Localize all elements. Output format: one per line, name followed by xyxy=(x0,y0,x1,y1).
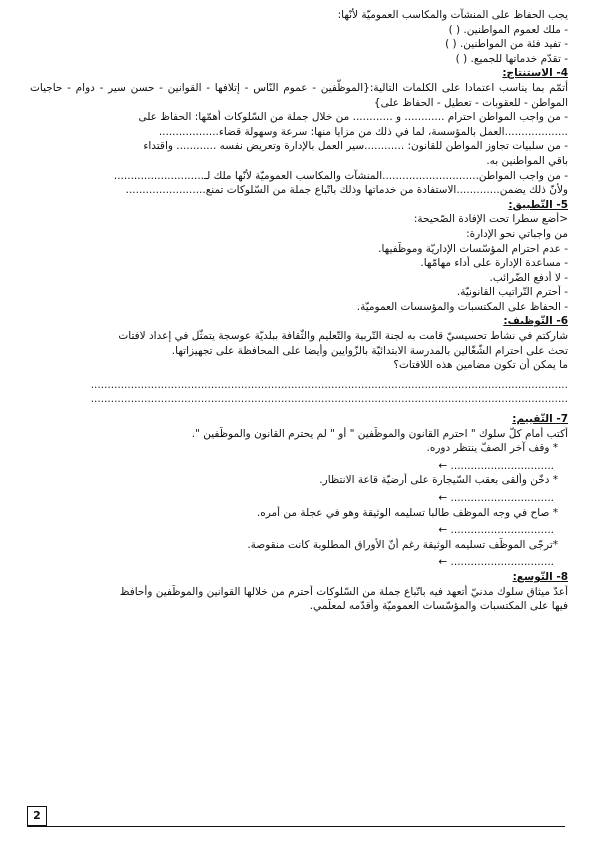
section-4-line: ولأنّ ذلك يضمن.............الاستفادة من خدماتها وذلك باتّباع جملة من السّلوكات تمنع........................ xyxy=(125,184,568,197)
section-8-line: فيها على المكتسبات والمؤسّسات العموميّة وأقدّمه لمعلّمي. xyxy=(309,600,568,613)
intro-question: يجب الحفاظ على المنشآت والمكاسب العموميّة لأنّها: xyxy=(337,9,568,21)
section-6-line: ما يمكن أن تكون مضامين هذه اللافتات؟ xyxy=(393,359,568,372)
behavior-answer[interactable]: ............................... ← xyxy=(438,459,554,472)
section-5-item: - عدم احترام المؤسّسات الإداريّة وموظّفيها. xyxy=(378,242,568,255)
section-7-instruction: أكتب أمام كلّ سلوك " احترم القانون والموظّفين " أو " لم يحترم القانون والموظّفين ". xyxy=(191,427,568,440)
section-5-subheading: من واجباتي نحو الإدارة: xyxy=(466,227,568,240)
behavior-answer[interactable]: ............................... ← xyxy=(438,556,554,569)
section-5-item: - مساعدة الإدارة على أداء مهامّها. xyxy=(420,257,568,270)
section-5-item: - أحترم التّراتيب القانونيّة. xyxy=(456,286,568,299)
intro-option: - تفيد فئة من المواطنين. ( ) xyxy=(445,38,568,51)
intro-option: - تقدّم خدماتها للجميع. ( ) xyxy=(455,52,568,65)
section-6-line: تحث على احترام الشّغّالين بالمدرسة الابتدائيّة بالزّوايين وأيضا على المحافظة على تجهيزاتها. xyxy=(171,344,568,357)
behavior-answer[interactable]: ............................... ← xyxy=(438,492,554,504)
section-4-instruction: أتمّم بما يناسب اعتمادا على الكلمات التالية:{الموظّفين - عموم النّاس - إتلافها - القوانين - حسن سير - دوام - حاجيات المواطن - للعقوبات - تعطيل - الحفاظ على} xyxy=(30,81,568,109)
section-8-heading: 8- التّوسع: xyxy=(512,570,568,583)
behavior-item: *ترجّى الموظّف تسليمه الوثيقة رغم أنّ الأوراق المطلوبة كانت منقوصة. xyxy=(247,538,558,551)
behavior-item: * صاح في وجه الموظف طالبا تسليمه الوثيقة وهو في عجلة من أمره. xyxy=(256,506,558,519)
section-4-line: ...................العمل بالمؤسسة، لما في ذلك من مزايا منها: سرعة وسهولة قضاء.................. xyxy=(158,125,568,138)
answer-dots[interactable]: ............................................................................................................................................... xyxy=(90,378,568,391)
behavior-item: * دخّن وألقى بعقب السّيجارة على أرضيّة قاعة الانتظار. xyxy=(319,474,558,487)
answer-dots[interactable]: ............................................................................................................................................... xyxy=(90,393,568,406)
footer-rule xyxy=(27,826,565,827)
section-5-heading: 5- التّطبيق: xyxy=(508,198,568,211)
section-6-line: شاركتم في نشاط تحسيسيّ قامت به لجنة التّربية والتّعليم والثّقافة ببلديّة عوسجة يتمثّل في إعداد لافتات xyxy=(118,330,568,343)
behavior-item: * وقف آخر الصفّ ينتظر دوره. xyxy=(426,442,558,455)
behavior-answer[interactable]: ............................... ← xyxy=(438,524,554,537)
section-5-item: - الحفاظ على المكتسبات والمؤسسات العموميّة. xyxy=(356,300,568,313)
section-4-heading: 4- الاستنتاج: xyxy=(502,67,568,80)
section-5-instruction: <أضع سطرا تحت الإفادة الصّحيحة: xyxy=(413,213,568,226)
section-4-line: - من واجب المواطن.............................المنشآت والمكاسب العموميّة لأنّها ملك لـ........................... xyxy=(113,169,568,182)
section-7-heading: 7- التّقييم: xyxy=(512,413,568,426)
page-number: 2 xyxy=(27,806,47,826)
section-4-line: باقي المواطنين به. xyxy=(486,154,568,167)
section-5-item: - لا أدفع الضّرائب. xyxy=(489,271,568,284)
section-4-line: - من سلبيات تجاوز المواطن للقانون: ............سير العمل بالإدارة وتعريض نفسه ............ واقتداء xyxy=(143,140,568,153)
section-6-heading: 6- التّوظيف: xyxy=(503,315,568,328)
section-8-line: أعدّ ميثاق سلوك مدنيّ أتعهد فيه باتّباع جملة من السّلوكات أحترم من خلالها القوانين والموظّفين وأحافظ xyxy=(119,585,568,598)
section-4-line: - من واجب المواطن احترام ............ و ............ من خلال جملة من السّلوكات أهمّها: الحفاظ على xyxy=(138,111,568,124)
intro-option: - ملك لعموم المواطنين. ( ) xyxy=(448,23,568,36)
worksheet-page xyxy=(30,8,568,614)
